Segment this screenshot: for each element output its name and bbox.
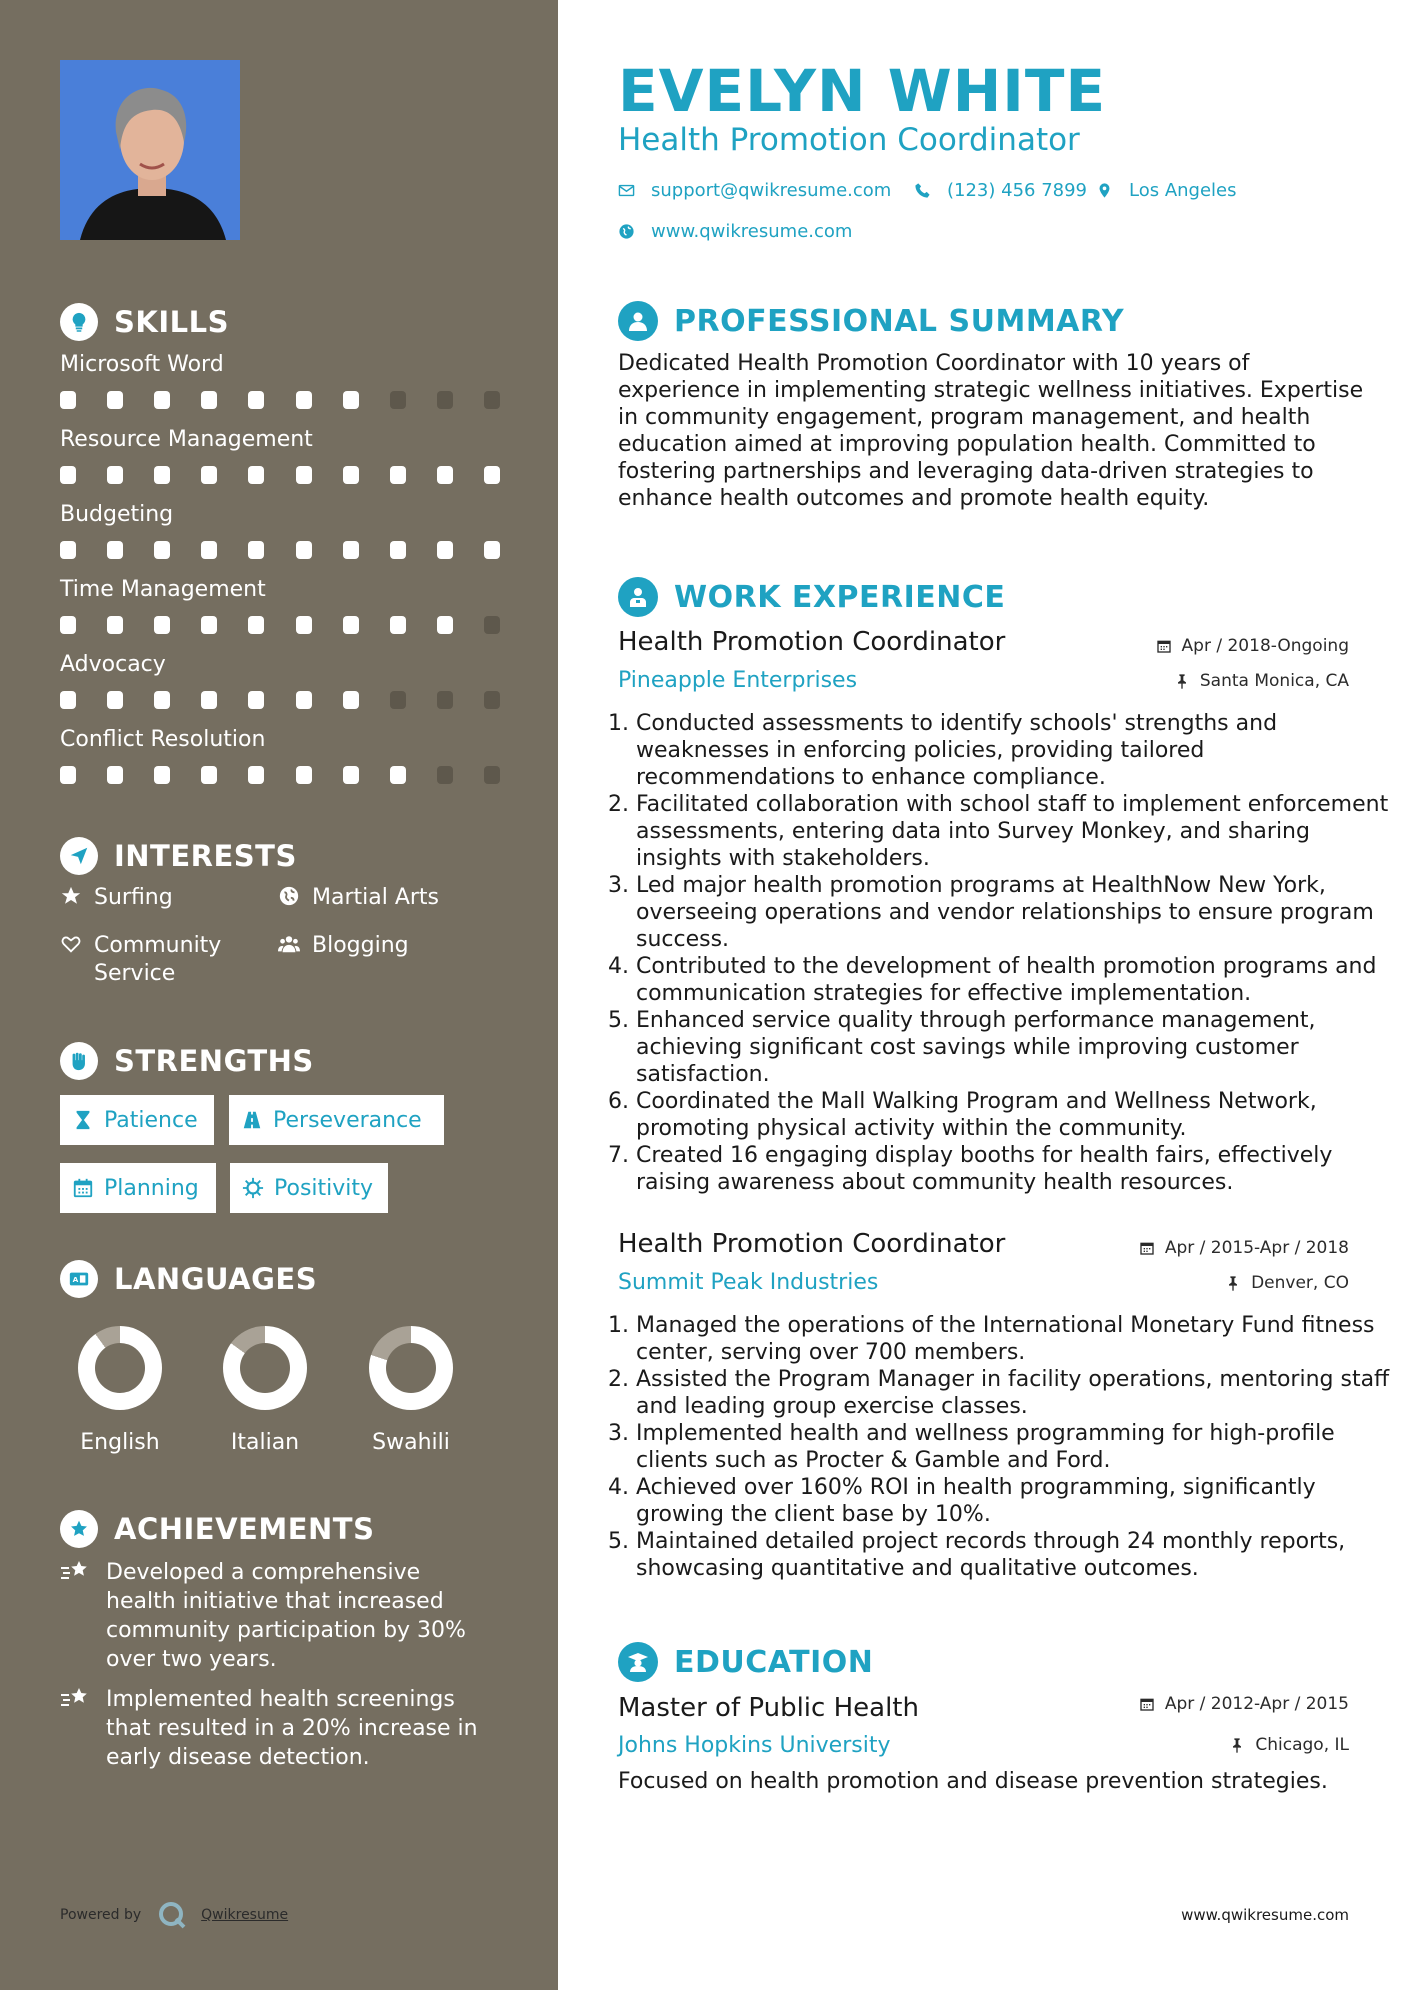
skill-dot-filled: [154, 766, 170, 784]
skill-dot-filled: [343, 391, 359, 409]
education-location: [1229, 1735, 1349, 1755]
skill-dot-filled: [296, 691, 312, 709]
language-ring: [78, 1326, 162, 1410]
skill-dot-filled: [107, 466, 123, 484]
calendar-icon: [1139, 1696, 1155, 1712]
skill-dot-filled: [296, 616, 312, 634]
skill-dot-filled: [154, 391, 170, 409]
skill-rating: [60, 766, 500, 784]
skill-rating: [60, 541, 500, 559]
skill-dot-filled: [343, 691, 359, 709]
job-bullets: [618, 1312, 1398, 1582]
strength-chip: [229, 1095, 444, 1145]
job-location-text: Denver, CO: [1251, 1273, 1349, 1293]
strengths-title: STRENGTHS: [114, 1044, 314, 1078]
experience-heading: [618, 576, 1005, 618]
website-text: www.qwikresume.com: [651, 221, 853, 242]
language-name: English: [80, 1430, 160, 1455]
languages-heading: [60, 1259, 317, 1299]
job-dates-text: Apr / 2018-Ongoing: [1181, 636, 1349, 656]
heart-outline-icon: [60, 933, 84, 957]
interest-label: Martial Arts: [312, 885, 440, 910]
skill-rating: [60, 466, 500, 484]
achievements-title: ACHIEVEMENTS: [114, 1512, 375, 1546]
skill-dot-filled: [154, 616, 170, 634]
achievement-item: [60, 1558, 480, 1674]
skill-dot-filled: [60, 691, 76, 709]
skill-rating: [60, 691, 500, 709]
skill-dot-filled: [154, 541, 170, 559]
skill-dot-filled: [343, 616, 359, 634]
skill-dot-filled: [201, 466, 217, 484]
school-name: Johns Hopkins University: [618, 1733, 891, 1758]
hourglass-icon: [72, 1109, 94, 1131]
lightbulb-icon: [60, 303, 98, 341]
language-name: Italian: [230, 1430, 300, 1455]
skill-dot-filled: [107, 541, 123, 559]
summary-heading: [618, 300, 1124, 342]
skill-dot-empty: [484, 766, 500, 784]
skill-dot-filled: [154, 691, 170, 709]
skill-dot-filled: [107, 616, 123, 634]
skill-dot-filled: [248, 466, 264, 484]
powered-by: [60, 1900, 288, 1930]
profile-photo: [60, 60, 240, 240]
language-ring: [223, 1326, 307, 1410]
education-dates: [1139, 1694, 1349, 1714]
fist-icon: [60, 1042, 98, 1080]
summary-title: PROFESSIONAL SUMMARY: [674, 303, 1125, 339]
envelope-icon: [618, 182, 635, 199]
job-title: Health Promotion Coordinator: [618, 1229, 1006, 1259]
language-item: [361, 1326, 461, 1455]
skill-dot-filled: [107, 766, 123, 784]
skills-heading: [60, 302, 229, 342]
skill-name: Advocacy: [60, 652, 166, 677]
strength-label: Planning: [104, 1175, 199, 1201]
job-company: Summit Peak Industries: [618, 1270, 879, 1295]
job-bullets: [618, 710, 1398, 1196]
skill-rating: [60, 391, 500, 409]
pushpin-icon: [1174, 673, 1190, 689]
strength-chip: [60, 1163, 216, 1213]
contact-email[interactable]: [618, 180, 891, 201]
achievement-text: Developed a comprehensive health initiative that increased community participation by 30% over two years.: [106, 1560, 466, 1672]
skill-name: Conflict Resolution: [60, 727, 266, 752]
skill-dot-empty: [484, 616, 500, 634]
education-description: Focused on health promotion and disease prevention strategies.: [618, 1769, 1328, 1794]
job-company: Pineapple Enterprises: [618, 668, 858, 693]
education-title: EDUCATION: [674, 1644, 874, 1680]
job-bullet: 2. Facilitated collaboration with school staff to implement enforcement assessments, entering data into Survey Monkey, and sharing insights with stakeholders.: [636, 791, 1398, 872]
job-title: Health Promotion Coordinator: [618, 627, 1006, 657]
skill-dot-filled: [390, 616, 406, 634]
education-dates-text: Apr / 2012-Apr / 2015: [1164, 1694, 1349, 1714]
skill-dot-filled: [248, 616, 264, 634]
language-icon: [60, 1260, 98, 1298]
job-location: [1174, 671, 1349, 691]
skill-dot-filled: [60, 541, 76, 559]
pushpin-icon: [1225, 1275, 1241, 1291]
languages-title: LANGUAGES: [114, 1262, 318, 1296]
job-bullet: 1. Managed the operations of the International Monetary Fund fitness center, serving over 700 members.: [636, 1312, 1398, 1366]
sun-icon: [242, 1177, 264, 1199]
skill-dot-filled: [201, 616, 217, 634]
skill-dot-filled: [60, 766, 76, 784]
strengths-heading: [60, 1041, 314, 1081]
job-bullet: 7. Created 16 engaging display booths for health fairs, effectively raising awareness about community health resources.: [636, 1142, 1398, 1196]
qwikresume-logo-icon: [157, 1900, 187, 1930]
skill-dot-empty: [484, 691, 500, 709]
main-content: [558, 0, 1407, 1990]
skill-dot-empty: [390, 391, 406, 409]
skill-dot-filled: [248, 391, 264, 409]
skill-name: Microsoft Word: [60, 352, 224, 377]
powered-by-label: Powered by: [60, 1907, 142, 1923]
job-bullet: 4. Contributed to the development of health promotion programs and communication strategies for effective implementation.: [636, 953, 1398, 1007]
job-bullet: 5. Maintained detailed project records through 24 monthly reports, showcasing quantitative and qualitative outcomes.: [636, 1528, 1398, 1582]
job-bullet: 3. Implemented health and wellness programming for high-profile clients such as Procter & Gamble and Ford.: [636, 1420, 1398, 1474]
degree-title: Master of Public Health: [618, 1693, 919, 1723]
interests-heading: [60, 836, 297, 876]
users-icon: [278, 933, 302, 957]
location-text: Los Angeles: [1129, 180, 1237, 201]
skill-dot-empty: [437, 766, 453, 784]
job-dates: [1139, 1238, 1349, 1258]
skill-dot-filled: [437, 466, 453, 484]
phone-icon: [914, 182, 931, 199]
skill-dot-filled: [437, 541, 453, 559]
skill-dot-filled: [60, 616, 76, 634]
strength-label: Positivity: [274, 1175, 374, 1201]
candidate-name: EVELYN WHITE: [618, 57, 1107, 125]
calendar-icon: [1139, 1240, 1155, 1256]
strength-chip: [230, 1163, 388, 1213]
shooting-star-icon: [60, 1558, 92, 1586]
interest-item: [278, 884, 498, 912]
job-bullet: 5. Enhanced service quality through performance management, achieving significant cost savings while improving customer satisfaction.: [636, 1007, 1398, 1088]
candidate-title: Health Promotion Coordinator: [618, 122, 1080, 158]
job-bullet: 4. Achieved over 160% ROI in health programming, significantly growing the client base by 10%.: [636, 1474, 1398, 1528]
skill-dot-filled: [60, 466, 76, 484]
skill-dot-empty: [390, 691, 406, 709]
skill-rating: [60, 616, 500, 634]
skill-dot-filled: [296, 391, 312, 409]
skill-dot-filled: [390, 766, 406, 784]
interest-item: [60, 884, 260, 912]
graduate-icon: [618, 1642, 658, 1682]
skill-name: Budgeting: [60, 502, 174, 527]
skill-dot-filled: [296, 766, 312, 784]
skill-dot-filled: [437, 616, 453, 634]
skill-dot-filled: [343, 466, 359, 484]
paper-plane-icon: [60, 837, 98, 875]
education-heading: [618, 1641, 873, 1683]
language-item: [215, 1326, 315, 1455]
phone-text: (123) 456 7899: [947, 180, 1088, 201]
interest-item: [278, 932, 498, 960]
user-icon: [618, 301, 658, 341]
footer-url[interactable]: www.qwikresume.com: [1181, 1906, 1349, 1924]
skill-name: Time Management: [60, 577, 266, 602]
pushpin-icon: [1229, 1737, 1245, 1753]
skill-dot-filled: [390, 466, 406, 484]
sidebar: [0, 0, 558, 1990]
contact-location: [1096, 180, 1237, 201]
achievement-item: [60, 1685, 480, 1772]
skills-title: SKILLS: [114, 305, 229, 339]
job-dates: [1156, 636, 1349, 656]
job-bullet: 3. Led major health promotion programs at HealthNow New York, overseeing operations and vendor relationships to ensure program success.: [636, 872, 1398, 953]
experience-title: WORK EXPERIENCE: [674, 579, 1006, 615]
strength-label: Patience: [104, 1107, 198, 1133]
skill-dot-filled: [201, 766, 217, 784]
language-ring: [369, 1326, 453, 1410]
achievement-text: Implemented health screenings that resulted in a 20% increase in early disease detection.: [106, 1687, 478, 1770]
skill-name: Resource Management: [60, 427, 313, 452]
summary-text: Dedicated Health Promotion Coordinator with 10 years of experience in implementing strategic wellness initiatives. Expertise in community engagement, program management, and health education aimed at improving population health. Committed to fostering partnerships and leveraging data-driven strategies to enhance health outcomes and promote health equity.: [618, 351, 1364, 511]
education-location-text: Chicago, IL: [1255, 1735, 1349, 1755]
skill-dot-filled: [60, 391, 76, 409]
interest-item: [60, 932, 270, 988]
job-location: [1225, 1273, 1349, 1293]
skill-dot-filled: [484, 541, 500, 559]
svg-text:A: A: [72, 1275, 79, 1285]
skill-dot-filled: [201, 691, 217, 709]
skill-dot-filled: [154, 466, 170, 484]
job-bullet: 2. Assisted the Program Manager in facility operations, mentoring staff and leading group exercise classes.: [636, 1366, 1398, 1420]
portrait-image: [60, 60, 240, 240]
strength-chip: [60, 1095, 214, 1145]
strength-label: Perseverance: [273, 1107, 422, 1133]
skill-dot-empty: [484, 391, 500, 409]
skill-dot-empty: [437, 391, 453, 409]
globe-icon: [278, 885, 302, 909]
skill-dot-filled: [107, 391, 123, 409]
interests-title: INTERESTS: [114, 839, 297, 873]
language-name: Swahili: [372, 1430, 450, 1455]
qwikresume-link[interactable]: Qwikresume: [201, 1907, 289, 1923]
skill-dot-filled: [201, 391, 217, 409]
map-pin-icon: [1096, 182, 1113, 199]
achievements-heading: [60, 1509, 374, 1549]
skill-dot-filled: [484, 466, 500, 484]
skill-dot-filled: [248, 766, 264, 784]
skill-dot-filled: [296, 541, 312, 559]
language-item: [70, 1326, 170, 1455]
calendar-icon: [1156, 638, 1172, 654]
road-icon: [241, 1109, 263, 1131]
skill-dot-filled: [248, 541, 264, 559]
skill-dot-filled: [390, 541, 406, 559]
skill-dot-filled: [248, 691, 264, 709]
interest-label: Blogging: [312, 933, 409, 958]
shooting-star-icon: [60, 1685, 92, 1713]
job-bullet: 1. Conducted assessments to identify schools' strengths and weaknesses in enforcing policies, providing tailored recommendations to enhance compliance.: [636, 710, 1398, 791]
email-text: support@qwikresume.com: [651, 180, 892, 201]
skill-dot-filled: [343, 541, 359, 559]
badge-star-icon: [60, 1510, 98, 1548]
contact-website[interactable]: [618, 221, 852, 242]
skill-dot-filled: [296, 466, 312, 484]
job-location-text: Santa Monica, CA: [1199, 671, 1349, 691]
star-icon: [60, 885, 84, 909]
skill-dot-filled: [201, 541, 217, 559]
skill-dot-filled: [343, 766, 359, 784]
contact-phone[interactable]: [914, 180, 1087, 201]
interest-label: Surfing: [94, 885, 173, 910]
briefcase-user-icon: [618, 577, 658, 617]
interest-label: Community Service: [94, 933, 222, 986]
skill-dot-empty: [437, 691, 453, 709]
job-bullet: 6. Coordinated the Mall Walking Program and Wellness Network, promoting physical activity within the community.: [636, 1088, 1398, 1142]
skill-dot-filled: [107, 691, 123, 709]
globe-icon: [618, 223, 635, 240]
job-dates-text: Apr / 2015-Apr / 2018: [1164, 1238, 1349, 1258]
calendar-icon: [72, 1177, 94, 1199]
